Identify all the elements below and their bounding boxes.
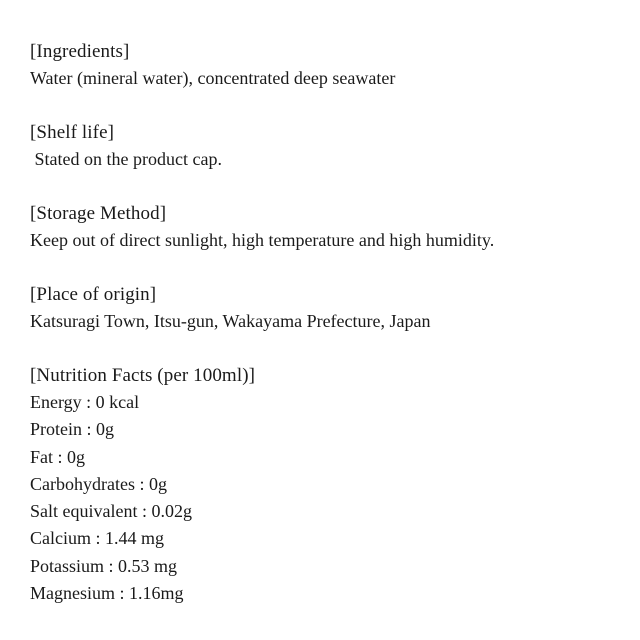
ingredients-section <box>30 38 620 92</box>
nutrition-item-carbohydrates: Carbohydrates : 0g <box>30 473 167 494</box>
origin-section <box>30 281 620 335</box>
product-info-document <box>30 38 620 634</box>
shelf-life-section <box>30 119 620 173</box>
origin-text: Katsuragi Town, Itsu-gun, Wakayama Prefecture, Japan <box>30 311 431 331</box>
nutrition-item-potassium: Potassium : 0.53 mg <box>30 555 178 576</box>
nutrition-item-magnesium: Magnesium : 1.16mg <box>30 583 184 604</box>
nutrition-heading: [Nutrition Facts (per 100ml)] <box>30 365 256 386</box>
storage-text: Keep out of direct sunlight, high temperature and high humidity. <box>30 230 495 250</box>
ingredients-text: Water (mineral water), concentrated deep seawater <box>30 68 396 88</box>
shelf-life-heading: [Shelf life] <box>30 122 115 143</box>
shelf-life-text: Stated on the product cap. <box>30 149 222 169</box>
storage-section <box>30 200 620 254</box>
storage-heading: [Storage Method] <box>30 203 167 224</box>
nutrition-item-protein: Protein : 0g <box>30 419 114 440</box>
ingredients-heading: [Ingredients] <box>30 41 130 62</box>
origin-heading: [Place of origin] <box>30 284 157 305</box>
nutrition-item-energy: Energy : 0 kcal <box>30 392 140 412</box>
nutrition-item-fat: Fat : 0g <box>30 446 86 467</box>
nutrition-section <box>30 362 620 607</box>
nutrition-item-calcium: Calcium : 1.44 mg <box>30 528 164 549</box>
nutrition-item-salt: Salt equivalent : 0.02g <box>30 501 192 522</box>
